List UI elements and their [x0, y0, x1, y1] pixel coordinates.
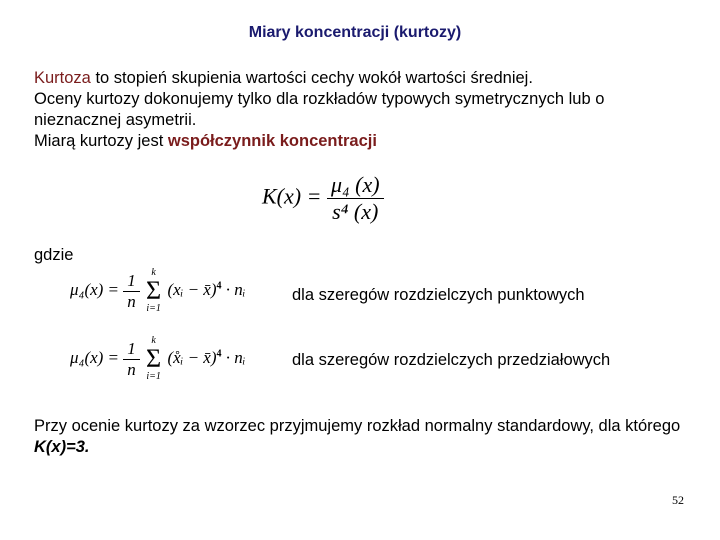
- sum-interval-upper: k: [151, 335, 156, 346]
- kurtosis-formula: [262, 172, 384, 225]
- moment-point-tail: · nᵢ: [225, 279, 246, 299]
- moment-interval-frac-num: 1: [127, 338, 136, 358]
- slide-title: Miary koncentracji (kurtozy): [248, 24, 462, 41]
- sum-symbol-point: k Σ i=1: [146, 267, 162, 314]
- sum-point-lower: i=1: [146, 303, 161, 314]
- moment-interval-frac-den: n: [123, 359, 140, 380]
- outro-text: Przy ocenie kurtozy za wzorzec przyjmujemy rozkład normalny standardowy, dla którego: [34, 417, 681, 435]
- moment-point-fraction: [123, 271, 140, 312]
- moment-formula-interval: [70, 336, 245, 382]
- sum-point-upper: k: [151, 267, 156, 278]
- intro-line-1-text: to stopień skupienia wartości cechy wokół wartości średniej.: [90, 69, 533, 87]
- sum-symbol-interval: k Σ i=1: [146, 335, 162, 382]
- moment-point-body: (xᵢ − x̄): [167, 279, 217, 299]
- page-number: 52: [672, 493, 684, 507]
- moment-point-frac-num: 1: [127, 270, 136, 290]
- kurtosis-numerator: μ₄ (x): [330, 172, 380, 197]
- moment-point-lhs: μ₄(x) =: [70, 279, 120, 299]
- concentration-coefficient-term: współczynnik koncentracji: [167, 132, 377, 150]
- moment-interval-tail: · nᵢ: [225, 347, 246, 367]
- intro-line-1: [34, 68, 674, 89]
- moment-interval-power: 4: [216, 348, 222, 360]
- moment-interval-fraction: [123, 339, 140, 380]
- moment-point-description: dla szeregów rozdzielczych punktowych: [292, 286, 585, 304]
- moment-point-power: 4: [216, 280, 222, 292]
- outro-paragraph: [34, 416, 694, 458]
- intro-line-3-text: Miarą kurtozy jest: [34, 132, 168, 150]
- gdzie-label: gdzie: [34, 246, 74, 264]
- intro-paragraph: [34, 68, 674, 152]
- intro-line-3: [34, 131, 674, 152]
- moment-interval-description: dla szeregów rozdzielczych przedziałowych: [292, 351, 611, 369]
- kurtoza-term: Kurtoza: [34, 69, 91, 87]
- kurtosis-fraction: [327, 172, 384, 225]
- kurtosis-formula-lhs: K(x) =: [262, 183, 322, 209]
- intro-line-2: Oceny kurtozy dokonujemy tylko dla rozkładów typowych symetrycznych lub o nieznacznej asymetrii.: [34, 90, 605, 129]
- sum-interval-lower: i=1: [146, 371, 161, 382]
- moment-interval-body: (x̊ᵢ − x̄): [167, 347, 217, 367]
- kurtosis-denominator: s⁴ (x): [327, 198, 384, 225]
- normal-kurtosis-value: K(x)=3.: [34, 438, 90, 456]
- moment-interval-lhs: μ₄(x) =: [70, 347, 120, 367]
- moment-point-frac-den: n: [123, 291, 140, 312]
- moment-formula-point: [70, 268, 245, 314]
